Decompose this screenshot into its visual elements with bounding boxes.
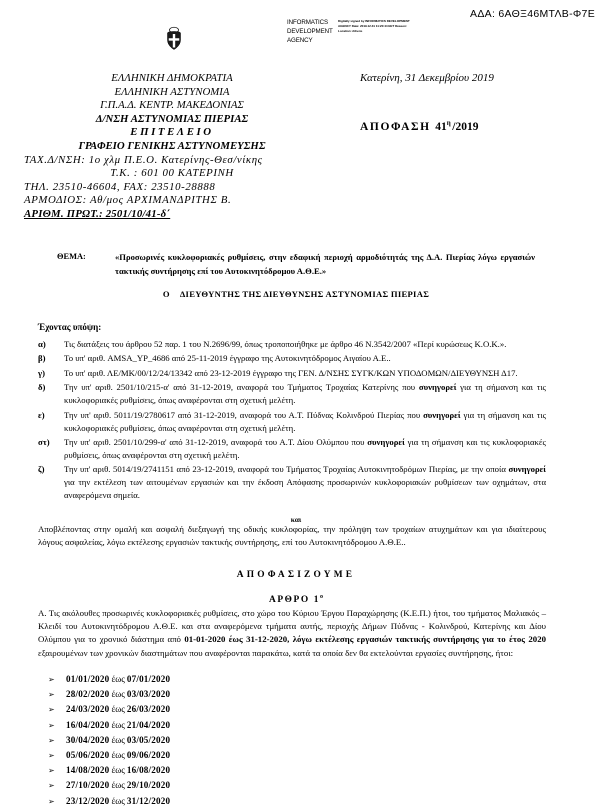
list-item-marker: α) — [38, 339, 46, 349]
date-range-from: 01/01/2020 — [66, 674, 110, 684]
list-item-emphasis: συνηγορεί — [423, 409, 461, 420]
list-item-marker: δ) — [38, 382, 46, 393]
hellenic-republic-emblem-icon — [164, 26, 184, 52]
list-item — [48, 672, 170, 687]
date-range-from: 30/04/2020 — [66, 734, 110, 745]
connector-word: και — [290, 515, 302, 524]
letterhead — [22, 72, 322, 222]
date-range-to: 21/04/2020 — [126, 719, 171, 730]
decision-number-value: 41 — [435, 120, 447, 133]
date-range-from: 14/08/2020 — [66, 765, 110, 776]
list-item — [48, 778, 170, 793]
list-item — [38, 436, 546, 462]
list-item-text — [64, 463, 546, 502]
excluded-date-ranges-list — [48, 672, 170, 809]
list-item-marker: β) — [38, 353, 46, 364]
list-item — [48, 687, 170, 702]
subject-text: «Προσωρινές κυκλοφοριακές ρυθμίσεις, στην εδαφική περιοχή αρμοδιότητάς της Δ.Α. Πιερίας λόγω εργασιών τακτικής συντήρησης επί του Αυτοκινητόδρομου Α.Θ.Ε.» — [115, 252, 535, 276]
date-range-separator: έως — [111, 795, 125, 806]
letterhead-phone-fax: ΤΗΛ. 23510-46604, FAX: 23510-28888 — [24, 180, 216, 193]
list-item-text — [64, 409, 546, 435]
list-item-text-part-b: για τη σήμανση και τις κυκλοφοριακές ρυθμίσεις, όπως αναφέρονται στη σχετική μελέτη. — [64, 382, 547, 406]
letterhead-line-6: ΓΡΑΦΕΙΟ ΓΕΝΙΚΗΣ ΑΣΤΥΝΟΜΕΥΣΗΣ — [78, 139, 266, 152]
list-item-emphasis: συνηγορεί — [367, 436, 405, 447]
arrow-bullet-icon: ➢ — [48, 751, 55, 761]
list-item-text: Το υπ' αριθ. AMSA_YP_4686 από 25-11-2019 έγγραφο της Αυτοκινητόδρομος Αιγαίου Α.Ε.. — [64, 353, 391, 364]
decision-word: ΑΠΟΦΑΣΗ — [360, 120, 431, 133]
arrow-bullet-icon: ➢ — [48, 720, 55, 730]
preamble-heading: Έχοντας υπόψη: — [38, 322, 102, 332]
letterhead-line-3: Γ.Π.Α.Δ. ΚΕΝΤΡ. ΜΑΚΕΔΟΝΙΑΣ — [100, 99, 244, 112]
letterhead-address: ΤΑΧ.Δ/ΝΣΗ: 1ο χλμ Π.Ε.Ο. Κατερίνης-Θεσ/νίκης — [24, 153, 263, 166]
list-item-text-part-a: Την υπ' αριθ. 5011/19/2780617 από 31-12-2019, αναφορά του Α.Τ. Πύδνας Κολινδρού Πιερίας που — [64, 409, 424, 420]
article-ordinal-suffix: ο — [320, 594, 324, 600]
list-item — [48, 733, 170, 748]
date-range-separator: έως — [111, 780, 125, 791]
letterhead-line-1: ΕΛΛΗΝΙΚΗ ΔΗΜΟΚΡΑΤΙΑ — [111, 72, 233, 84]
paragraph-a-emphasis: 01-01-2020 έως 31-12-2020, λόγω εκτέλεσης εργασιών τακτικής συντήρησης για το έτος 2020 — [184, 634, 546, 645]
date-range-separator: έως — [111, 704, 125, 715]
list-item — [48, 763, 170, 778]
letterhead-line-2: ΕΛΛΗΝΙΚΗ ΑΣΤΥΝΟΜΙΑ — [114, 85, 230, 98]
date-range-to: 29/10/2020 — [126, 780, 171, 791]
arrow-bullet-icon: ➢ — [48, 766, 55, 776]
list-item-text-part-b: για την εκτέλεση των αιτουμένων εργασιών και την έκδοση Απόφασης προσωρινών κυκλοφοριακών ρυθμίσεων των οχημάτων, στα αναφερόμενα σημεία. — [64, 477, 546, 501]
arrow-bullet-icon: ➢ — [48, 735, 55, 745]
list-item-marker: στ) — [38, 436, 50, 447]
decision-year: /2019 — [452, 120, 479, 133]
city-and-date: Κατερίνη, 31 Δεκεμβρίου 2019 — [360, 72, 494, 84]
date-range-to: 09/06/2020 — [126, 750, 171, 761]
ada-code: ΑΔΑ: 6ΑΘΞ46ΜΤΛΒ-Φ7Ε — [470, 8, 595, 20]
list-item-text — [64, 436, 546, 462]
list-item — [48, 748, 170, 763]
decision-heading: ΑΠΟΦΑΣΙΖΟΥΜΕ — [236, 570, 356, 580]
letterhead-line-5: ΕΠΙΤΕΛΕΙΟ — [130, 126, 214, 139]
date-range-to: 26/03/2020 — [126, 704, 171, 715]
digital-signature-stamp — [287, 19, 410, 46]
list-item-text-part-b: για τη σήμανση και τις κυκλοφοριακές ρυθμίσεις, όπως αναφέρονται στη σχετική μελέτη. — [64, 409, 547, 433]
legal-basis-list — [38, 338, 546, 504]
protocol-number: ΑΡΙΘΜ. ΠΡΩΤ.: 2501/10/41-δ΄ — [24, 207, 171, 220]
director-title: ΔΙΕΥΘΥΝΤΗΣ ΤΗΣ ΔΙΕΥΘΥΝΣΗΣ ΑΣΤΥΝΟΜΙΑΣ ΠΙΕΡΙΑΣ — [179, 289, 430, 299]
preamble-closing-paragraph: Αποβλέποντας στην ομαλή και ασφαλή διεξαγωγή της οδικής κυκλοφορίας, την πρόληψη των τροχαίων ατυχημάτων και για ιδιαίτερους λόγους ασφαλείας, λόγω εκτέλεσης εργασιών τακτικής συντήρησης, επί του Αυτοκινητόδρομου Α.Θ.Ε.. — [38, 524, 546, 548]
article-label: ΑΡΘΡΟ 1 — [268, 595, 321, 606]
director-article: Ο — [162, 289, 170, 299]
letterhead-responsible-officer: ΑΡΜΟΔΙΟΣ: Αθ/μος ΑΡΧΙΜΑΝΔΡΙΤΗΣ Β. — [24, 194, 232, 207]
list-item-text: Τις διατάξεις του άρθρου 52 παρ. 1 του Ν.2696/99, όπως τροποποιήθηκε με άρθρο 46 Ν.3542/2007 «Περί κυρώσεως Κ.Ο.Κ.». — [64, 339, 507, 349]
list-item — [38, 409, 546, 435]
issuing-authority — [0, 289, 592, 299]
date-range-to: 03/03/2020 — [126, 689, 171, 700]
date-range-separator: έως — [111, 674, 125, 684]
signature-agency-name: INFORMATICS DEVELOPMENT AGENCY — [287, 19, 333, 44]
list-item — [38, 463, 546, 502]
paragraph-a-part-1: Α. Τις ακόλουθες προσωρινές κυκλοφοριακές ρυθμίσεις, στο χώρο του Κύριου Έργου Παραχώρησης (Κ.Ε.Π.) ήτοι, του τμήματος Μαλιακός – Κλειδί του Αυτοκινητόδρομου Α.Θ.Ε. και στα αναφερόμενα τμήματα αυτής, περιοχής Δήμων Πύδνας - Κολινδρού, Κατερίνης και Δίου Ολύμπου για το χρονικό διάστημα από — [38, 608, 546, 645]
list-item-text-part-a: Την υπ' αριθ. 5014/19/2741151 από 23-12-2019, αναφορά του Τμήματος Τροχαίας Αυτοκινητοδρόμων Πιερίας, με την οποία — [64, 464, 509, 475]
decision-number-heading — [360, 119, 478, 133]
letterhead-postal-code: Τ.Κ. : 601 00 ΚΑΤΕΡΙΝΗ — [110, 167, 234, 180]
list-item — [48, 794, 170, 809]
list-item — [48, 702, 170, 717]
arrow-bullet-icon: ➢ — [48, 690, 55, 700]
paragraph-a-part-2: εξαιρουμένων των χρονικών διαστημάτων που αναφέρονται παρακάτω, κατά τα οποία δεν θα εκτελούνται εργασίες συντήρησης, ήτοι: — [38, 647, 514, 658]
list-item-marker: ε) — [38, 409, 45, 420]
list-item — [38, 381, 546, 407]
arrow-bullet-icon: ➢ — [48, 675, 55, 684]
list-item — [38, 367, 546, 380]
date-range-from: 27/10/2020 — [66, 780, 110, 791]
date-range-to: 03/05/2020 — [126, 734, 171, 745]
list-item-marker: ζ) — [38, 464, 45, 475]
list-item-text-part-a: Την υπ' αριθ. 2501/10/215-α' από 31-12-2019, αναφορά του Τμήματος Τροχαίας Κατερίνης που — [64, 382, 419, 393]
letterhead-line-4: Δ/ΝΣΗ ΑΣΤΥΝΟΜΙΑΣ ΠΙΕΡΙΑΣ — [95, 112, 249, 125]
article-paragraph-a — [38, 607, 546, 660]
list-item — [48, 718, 170, 733]
date-range-from: 05/06/2020 — [66, 750, 110, 761]
signature-details: Digitally signed by INFORMATICS DEVELOPMENT AGENCY Date: 2019.12.31 11:20:44 EET Reason: Location: Athens — [338, 19, 410, 33]
date-range-separator: έως — [111, 719, 125, 730]
list-item-emphasis: συνηγορεί — [418, 382, 457, 393]
arrow-bullet-icon: ➢ — [48, 705, 55, 715]
date-range-separator: έως — [111, 765, 125, 776]
article-heading — [0, 594, 592, 605]
decision-ordinal-suffix: η — [446, 119, 453, 127]
date-range-separator: έως — [111, 734, 125, 745]
arrow-bullet-icon: ➢ — [48, 796, 55, 806]
list-item-text-part-b: για τη σήμανση και τις κυκλοφοριακές ρυθμίσεις, όπως αναφέρονται στη σχετική μελέτη. — [64, 436, 546, 460]
arrow-bullet-icon: ➢ — [48, 781, 55, 791]
date-range-separator: έως — [111, 689, 125, 700]
list-item-emphasis: συνηγορεί — [508, 464, 546, 475]
list-item — [38, 352, 546, 365]
list-item-text-part-a: Την υπ' αριθ. 2501/10/299-α' από 31-12-2019, αναφορά του Α.Τ. Δίου Ολύμπου που — [64, 436, 368, 447]
list-item-text: Το υπ' αριθ. ΛΕ/ΜΚ/00/12/24/13342 από 23-12-2019 έγγραφο της ΓΕΝ. Δ/ΝΣΗΣ ΣΥΓΚ/ΚΩΝ ΥΠΟΔΟΜΩΝ/ΔΙΕΥΘΥΝΣΗ Δ17. — [64, 367, 518, 378]
date-range-separator: έως — [111, 750, 125, 761]
date-range-to: 07/01/2020 — [126, 674, 171, 684]
date-range-from: 16/04/2020 — [66, 719, 110, 730]
date-range-from: 28/02/2020 — [66, 689, 110, 700]
list-item-marker: γ) — [38, 367, 45, 378]
date-range-to: 31/12/2020 — [126, 795, 171, 806]
date-range-from: 24/03/2020 — [66, 704, 110, 715]
list-item-text — [64, 381, 546, 407]
date-range-from: 23/12/2020 — [66, 795, 110, 806]
list-item — [38, 338, 546, 351]
subject-label: ΘΕΜΑ: — [57, 252, 86, 261]
date-range-to: 16/08/2020 — [126, 765, 171, 776]
